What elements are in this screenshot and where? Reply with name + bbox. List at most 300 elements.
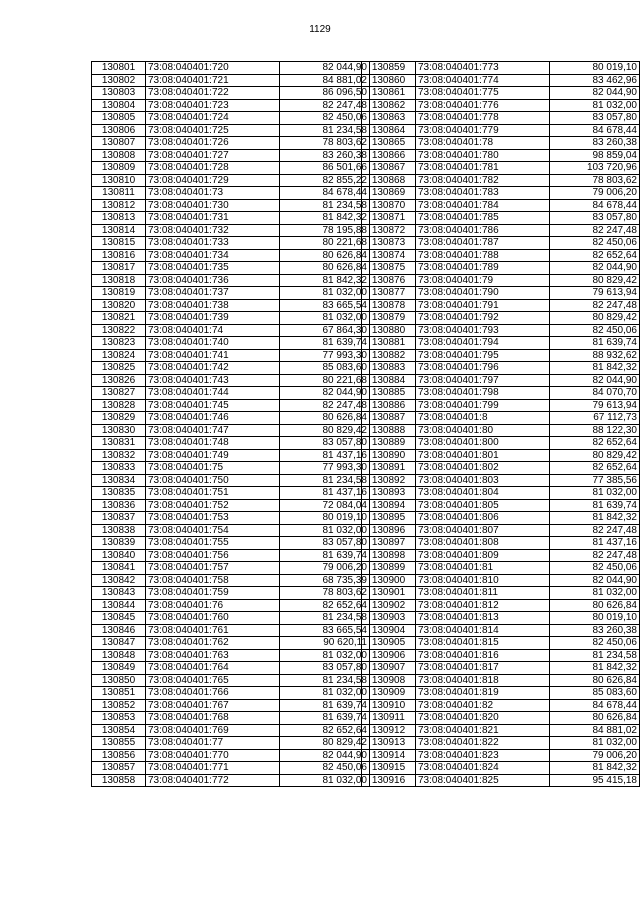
value-cell: 82 044,90 [550, 87, 640, 100]
value-cell: 68 735,39 [280, 574, 370, 587]
row-number-cell: 130840 [92, 549, 146, 562]
cadastral-number-cell: 73:08:040401:732 [146, 224, 280, 237]
table-row [92, 587, 370, 600]
table-row [362, 612, 640, 625]
row-number-cell: 130859 [362, 62, 416, 75]
cadastral-number-cell: 73:08:040401:734 [146, 249, 280, 262]
row-number-cell: 130852 [92, 699, 146, 712]
cadastral-number-cell: 73:08:040401:749 [146, 449, 280, 462]
cadastral-number-cell: 73:08:040401:808 [416, 537, 550, 550]
row-number-cell: 130834 [92, 474, 146, 487]
value-cell: 80 221,68 [280, 237, 370, 250]
cadastral-number-cell: 73:08:040401:755 [146, 537, 280, 550]
value-cell: 81 032,00 [280, 774, 370, 787]
value-cell: 67 864,30 [280, 324, 370, 337]
cadastral-number-cell: 73:08:040401:770 [146, 749, 280, 762]
row-number-cell: 130802 [92, 74, 146, 87]
row-number-cell: 130871 [362, 212, 416, 225]
cadastral-number-cell: 73:08:040401:764 [146, 662, 280, 675]
row-number-cell: 130807 [92, 137, 146, 150]
value-cell: 82 247,48 [280, 399, 370, 412]
cadastral-number-cell: 73:08:040401:805 [416, 499, 550, 512]
table-row [92, 412, 370, 425]
table-row [92, 674, 370, 687]
row-number-cell: 130839 [92, 537, 146, 550]
cadastral-number-cell: 73:08:040401:721 [146, 74, 280, 87]
row-number-cell: 130882 [362, 349, 416, 362]
table-row [92, 562, 370, 575]
table-row [362, 237, 640, 250]
value-cell: 81 032,00 [280, 649, 370, 662]
value-cell: 82 044,90 [280, 749, 370, 762]
row-number-cell: 130826 [92, 374, 146, 387]
value-cell: 82 247,48 [550, 299, 640, 312]
value-cell: 81 842,32 [550, 762, 640, 775]
table-row [362, 737, 640, 750]
table-row [362, 224, 640, 237]
row-number-cell: 130829 [92, 412, 146, 425]
cadastral-number-cell: 73:08:040401:806 [416, 512, 550, 525]
row-number-cell: 130816 [92, 249, 146, 262]
value-cell: 82 044,90 [280, 387, 370, 400]
table-row [92, 149, 370, 162]
row-number-cell: 130860 [362, 74, 416, 87]
row-number-cell: 130914 [362, 749, 416, 762]
cadastral-number-cell: 73:08:040401:775 [416, 87, 550, 100]
value-cell: 82 652,64 [280, 599, 370, 612]
value-cell: 80 829,42 [280, 424, 370, 437]
table-row [92, 637, 370, 650]
row-number-cell: 130876 [362, 274, 416, 287]
cadastral-number-cell: 73:08:040401:759 [146, 587, 280, 600]
value-cell: 81 032,00 [280, 312, 370, 325]
cadastral-number-cell: 73:08:040401:743 [146, 374, 280, 387]
table-row [92, 374, 370, 387]
cadastral-number-cell: 73:08:040401:774 [416, 74, 550, 87]
table-row [92, 762, 370, 775]
value-cell: 79 006,20 [550, 749, 640, 762]
value-cell: 84 881,02 [280, 74, 370, 87]
cadastral-number-cell: 73:08:040401:815 [416, 637, 550, 650]
row-number-cell: 130815 [92, 237, 146, 250]
row-number-cell: 130822 [92, 324, 146, 337]
row-number-cell: 130878 [362, 299, 416, 312]
value-cell: 86 501,66 [280, 162, 370, 175]
row-number-cell: 130899 [362, 562, 416, 575]
value-cell: 82 652,64 [550, 437, 640, 450]
value-cell: 80 829,42 [280, 737, 370, 750]
value-cell: 82 247,48 [550, 549, 640, 562]
cadastral-number-cell: 73:08:040401:820 [416, 712, 550, 725]
cadastral-number-cell: 73:08:040401:809 [416, 549, 550, 562]
row-number-cell: 130895 [362, 512, 416, 525]
value-cell: 82 450,06 [550, 237, 640, 250]
table-row [362, 249, 640, 262]
cadastral-number-cell: 73:08:040401:778 [416, 112, 550, 125]
value-cell: 81 032,00 [550, 737, 640, 750]
row-number-cell: 130896 [362, 524, 416, 537]
value-cell: 86 096,50 [280, 87, 370, 100]
table-row [92, 349, 370, 362]
table-row [92, 324, 370, 337]
table-row [362, 424, 640, 437]
cadastral-number-cell: 73:08:040401:794 [416, 337, 550, 350]
table-row [362, 599, 640, 612]
row-number-cell: 130844 [92, 599, 146, 612]
table-row [92, 462, 370, 475]
cadastral-number-cell: 73:08:040401:79 [416, 274, 550, 287]
table-row [92, 487, 370, 500]
row-number-cell: 130825 [92, 362, 146, 375]
row-number-cell: 130909 [362, 687, 416, 700]
row-number-cell: 130850 [92, 674, 146, 687]
value-cell: 78 195,88 [280, 224, 370, 237]
row-number-cell: 130884 [362, 374, 416, 387]
cadastral-number-cell: 73:08:040401:786 [416, 224, 550, 237]
cadastral-number-cell: 73:08:040401:766 [146, 687, 280, 700]
value-cell: 82 450,06 [280, 762, 370, 775]
value-cell: 81 032,00 [280, 524, 370, 537]
value-cell: 82 044,90 [550, 262, 640, 275]
cadastral-number-cell: 73:08:040401:822 [416, 737, 550, 750]
table-row [92, 649, 370, 662]
table-row [362, 687, 640, 700]
cadastral-number-cell: 73:08:040401:77 [146, 737, 280, 750]
table-row [362, 262, 640, 275]
table-row [92, 537, 370, 550]
value-cell: 81 234,58 [280, 674, 370, 687]
row-number-cell: 130877 [362, 287, 416, 300]
table-row [92, 337, 370, 350]
table-row [362, 349, 640, 362]
value-cell: 78 803,62 [280, 587, 370, 600]
cadastral-number-cell: 73:08:040401:767 [146, 699, 280, 712]
cadastral-number-cell: 73:08:040401:751 [146, 487, 280, 500]
value-cell: 81 032,00 [550, 587, 640, 600]
value-cell: 81 639,74 [280, 549, 370, 562]
cadastral-number-cell: 73:08:040401:75 [146, 462, 280, 475]
cadastral-number-cell: 73:08:040401:785 [416, 212, 550, 225]
cadastral-number-cell: 73:08:040401:817 [416, 662, 550, 675]
row-number-cell: 130845 [92, 612, 146, 625]
row-number-cell: 130908 [362, 674, 416, 687]
row-number-cell: 130812 [92, 199, 146, 212]
cadastral-number-cell: 73:08:040401:800 [416, 437, 550, 450]
cadastral-number-cell: 73:08:040401:814 [416, 624, 550, 637]
row-number-cell: 130824 [92, 349, 146, 362]
value-cell: 79 613,94 [550, 287, 640, 300]
table-row [362, 574, 640, 587]
value-cell: 72 084,04 [280, 499, 370, 512]
row-number-cell: 130830 [92, 424, 146, 437]
row-number-cell: 130828 [92, 399, 146, 412]
row-number-cell: 130813 [92, 212, 146, 225]
cadastral-number-cell: 73:08:040401:788 [416, 249, 550, 262]
cadastral-number-cell: 73:08:040401:765 [146, 674, 280, 687]
value-cell: 83 057,80 [280, 537, 370, 550]
cadastral-number-cell: 73:08:040401:769 [146, 724, 280, 737]
row-number-cell: 130874 [362, 249, 416, 262]
cadastral-number-cell: 73:08:040401:812 [416, 599, 550, 612]
value-cell: 80 221,68 [280, 374, 370, 387]
value-cell: 80 626,84 [550, 674, 640, 687]
table-row [362, 524, 640, 537]
cadastral-number-cell: 73:08:040401:76 [146, 599, 280, 612]
table-row [362, 337, 640, 350]
row-number-cell: 130883 [362, 362, 416, 375]
row-number-cell: 130841 [92, 562, 146, 575]
value-cell: 98 859,04 [550, 149, 640, 162]
value-cell: 80 626,84 [280, 262, 370, 275]
cadastral-number-cell: 73:08:040401:796 [416, 362, 550, 375]
value-cell: 80 626,84 [550, 599, 640, 612]
table-row [92, 662, 370, 675]
value-cell: 77 385,56 [550, 474, 640, 487]
cadastral-number-cell: 73:08:040401:727 [146, 149, 280, 162]
value-cell: 79 006,20 [550, 187, 640, 200]
cadastral-number-cell: 73:08:040401:726 [146, 137, 280, 150]
row-number-cell: 130905 [362, 637, 416, 650]
value-cell: 81 437,16 [280, 487, 370, 500]
row-number-cell: 130880 [362, 324, 416, 337]
cadastral-number-cell: 73:08:040401:781 [416, 162, 550, 175]
table-row [362, 487, 640, 500]
table-row [362, 112, 640, 125]
cadastral-number-cell: 73:08:040401:746 [146, 412, 280, 425]
value-cell: 77 993,30 [280, 349, 370, 362]
cadastral-number-cell: 73:08:040401:740 [146, 337, 280, 350]
cadastral-number-cell: 73:08:040401:762 [146, 637, 280, 650]
row-number-cell: 130866 [362, 149, 416, 162]
table-row [362, 299, 640, 312]
table-row [92, 287, 370, 300]
value-cell: 80 829,42 [550, 312, 640, 325]
value-cell: 85 083,60 [550, 687, 640, 700]
table-row [92, 774, 370, 787]
table-row [92, 99, 370, 112]
cadastral-number-cell: 73:08:040401:729 [146, 174, 280, 187]
cadastral-number-cell: 73:08:040401:747 [146, 424, 280, 437]
row-number-cell: 130904 [362, 624, 416, 637]
value-cell: 82 044,90 [550, 574, 640, 587]
value-cell: 81 234,58 [280, 124, 370, 137]
row-number-cell: 130846 [92, 624, 146, 637]
value-cell: 84 070,70 [550, 387, 640, 400]
row-number-cell: 130910 [362, 699, 416, 712]
value-cell: 81 032,00 [280, 687, 370, 700]
row-number-cell: 130867 [362, 162, 416, 175]
row-number-cell: 130814 [92, 224, 146, 237]
table-row [362, 137, 640, 150]
table-row [92, 574, 370, 587]
value-cell: 81 234,58 [550, 649, 640, 662]
value-cell: 83 260,38 [550, 624, 640, 637]
row-number-cell: 130916 [362, 774, 416, 787]
row-number-cell: 130805 [92, 112, 146, 125]
value-cell: 77 993,30 [280, 462, 370, 475]
row-number-cell: 130881 [362, 337, 416, 350]
value-cell: 81 234,58 [280, 199, 370, 212]
value-cell: 81 032,00 [280, 287, 370, 300]
row-number-cell: 130872 [362, 224, 416, 237]
cadastral-number-cell: 73:08:040401:818 [416, 674, 550, 687]
cadastral-number-cell: 73:08:040401:772 [146, 774, 280, 787]
cadastral-number-cell: 73:08:040401:804 [416, 487, 550, 500]
row-number-cell: 130897 [362, 537, 416, 550]
table-row [362, 62, 640, 75]
row-number-cell: 130827 [92, 387, 146, 400]
row-number-cell: 130887 [362, 412, 416, 425]
table-row [362, 324, 640, 337]
cadastral-number-cell: 73:08:040401:735 [146, 262, 280, 275]
value-cell: 81 032,00 [550, 99, 640, 112]
table-row [362, 99, 640, 112]
value-cell: 82 450,06 [550, 562, 640, 575]
table-row [362, 362, 640, 375]
cadastral-number-cell: 73:08:040401:74 [146, 324, 280, 337]
value-cell: 90 620,11 [280, 637, 370, 650]
table-row [362, 462, 640, 475]
row-number-cell: 130890 [362, 449, 416, 462]
value-cell: 81 639,74 [280, 337, 370, 350]
row-number-cell: 130915 [362, 762, 416, 775]
row-number-cell: 130857 [92, 762, 146, 775]
row-number-cell: 130836 [92, 499, 146, 512]
row-number-cell: 130862 [362, 99, 416, 112]
table-row [362, 312, 640, 325]
row-number-cell: 130856 [92, 749, 146, 762]
row-number-cell: 130858 [92, 774, 146, 787]
value-cell: 84 678,44 [550, 699, 640, 712]
table-row [362, 87, 640, 100]
table-row [92, 749, 370, 762]
value-cell: 84 881,02 [550, 724, 640, 737]
cadastral-number-cell: 73:08:040401:799 [416, 399, 550, 412]
value-cell: 81 437,16 [550, 537, 640, 550]
row-number-cell: 130894 [362, 499, 416, 512]
value-cell: 80 019,10 [550, 62, 640, 75]
cadastral-number-cell: 73:08:040401:780 [416, 149, 550, 162]
row-number-cell: 130811 [92, 187, 146, 200]
table-row [92, 249, 370, 262]
cadastral-number-cell: 73:08:040401:73 [146, 187, 280, 200]
cadastral-number-cell: 73:08:040401:723 [146, 99, 280, 112]
cadastral-number-cell: 73:08:040401:748 [146, 437, 280, 450]
row-number-cell: 130821 [92, 312, 146, 325]
table-row [92, 687, 370, 700]
value-cell: 95 415,18 [550, 774, 640, 787]
table-row [92, 162, 370, 175]
row-number-cell: 130900 [362, 574, 416, 587]
row-number-cell: 130835 [92, 487, 146, 500]
table-row [362, 199, 640, 212]
table-row [362, 287, 640, 300]
row-number-cell: 130853 [92, 712, 146, 725]
value-cell: 82 652,64 [550, 249, 640, 262]
cadastral-number-cell: 73:08:040401:803 [416, 474, 550, 487]
value-cell: 80 019,10 [280, 512, 370, 525]
row-number-cell: 130911 [362, 712, 416, 725]
row-number-cell: 130855 [92, 737, 146, 750]
cadastral-number-cell: 73:08:040401:807 [416, 524, 550, 537]
table-row [92, 112, 370, 125]
table-row [92, 187, 370, 200]
row-number-cell: 130806 [92, 124, 146, 137]
cadastral-number-cell: 73:08:040401:813 [416, 612, 550, 625]
row-number-cell: 130803 [92, 87, 146, 100]
row-number-cell: 130886 [362, 399, 416, 412]
table-row [92, 399, 370, 412]
cadastral-number-cell: 73:08:040401:745 [146, 399, 280, 412]
row-number-cell: 130901 [362, 587, 416, 600]
value-cell: 79 006,20 [280, 562, 370, 575]
row-number-cell: 130854 [92, 724, 146, 737]
cadastral-number-cell: 73:08:040401:754 [146, 524, 280, 537]
row-number-cell: 130842 [92, 574, 146, 587]
cadastral-number-cell: 73:08:040401:795 [416, 349, 550, 362]
cadastral-number-cell: 73:08:040401:825 [416, 774, 550, 787]
table-row [92, 137, 370, 150]
cadastral-number-cell: 73:08:040401:80 [416, 424, 550, 437]
cadastral-number-cell: 73:08:040401:82 [416, 699, 550, 712]
cadastral-number-cell: 73:08:040401:798 [416, 387, 550, 400]
row-number-cell: 130888 [362, 424, 416, 437]
row-number-cell: 130861 [362, 87, 416, 100]
row-number-cell: 130893 [362, 487, 416, 500]
value-cell: 81 234,58 [280, 474, 370, 487]
value-cell: 82 247,48 [280, 99, 370, 112]
cadastral-number-cell: 73:08:040401:81 [416, 562, 550, 575]
table-row [362, 124, 640, 137]
value-cell: 82 044,90 [280, 62, 370, 75]
cadastral-number-cell: 73:08:040401:791 [416, 299, 550, 312]
row-number-cell: 130808 [92, 149, 146, 162]
table-row [362, 399, 640, 412]
row-number-cell: 130865 [362, 137, 416, 150]
cadastral-number-cell: 73:08:040401:801 [416, 449, 550, 462]
cadastral-number-cell: 73:08:040401:728 [146, 162, 280, 175]
row-number-cell: 130868 [362, 174, 416, 187]
value-cell: 80 829,42 [550, 274, 640, 287]
table-row [362, 587, 640, 600]
row-number-cell: 130913 [362, 737, 416, 750]
value-cell: 82 652,64 [550, 462, 640, 475]
table-row [92, 87, 370, 100]
cadastral-number-cell: 73:08:040401:797 [416, 374, 550, 387]
cadastral-number-cell: 73:08:040401:742 [146, 362, 280, 375]
value-cell: 84 678,44 [550, 124, 640, 137]
value-cell: 83 057,80 [550, 112, 640, 125]
table-row [362, 149, 640, 162]
cadastral-number-cell: 73:08:040401:784 [416, 199, 550, 212]
value-cell: 79 613,94 [550, 399, 640, 412]
value-cell: 83 665,54 [280, 624, 370, 637]
cadastral-number-cell: 73:08:040401:737 [146, 287, 280, 300]
value-cell: 81 032,00 [550, 487, 640, 500]
row-number-cell: 130804 [92, 99, 146, 112]
table-row [92, 437, 370, 450]
cadastral-number-cell: 73:08:040401:78 [416, 137, 550, 150]
row-number-cell: 130817 [92, 262, 146, 275]
value-cell: 82 044,90 [550, 374, 640, 387]
cadastral-number-cell: 73:08:040401:741 [146, 349, 280, 362]
value-cell: 80 626,84 [280, 412, 370, 425]
table-row [362, 499, 640, 512]
value-cell: 82 450,06 [550, 324, 640, 337]
value-cell: 84 678,44 [550, 199, 640, 212]
table-row [362, 749, 640, 762]
cadastral-number-cell: 73:08:040401:787 [416, 237, 550, 250]
